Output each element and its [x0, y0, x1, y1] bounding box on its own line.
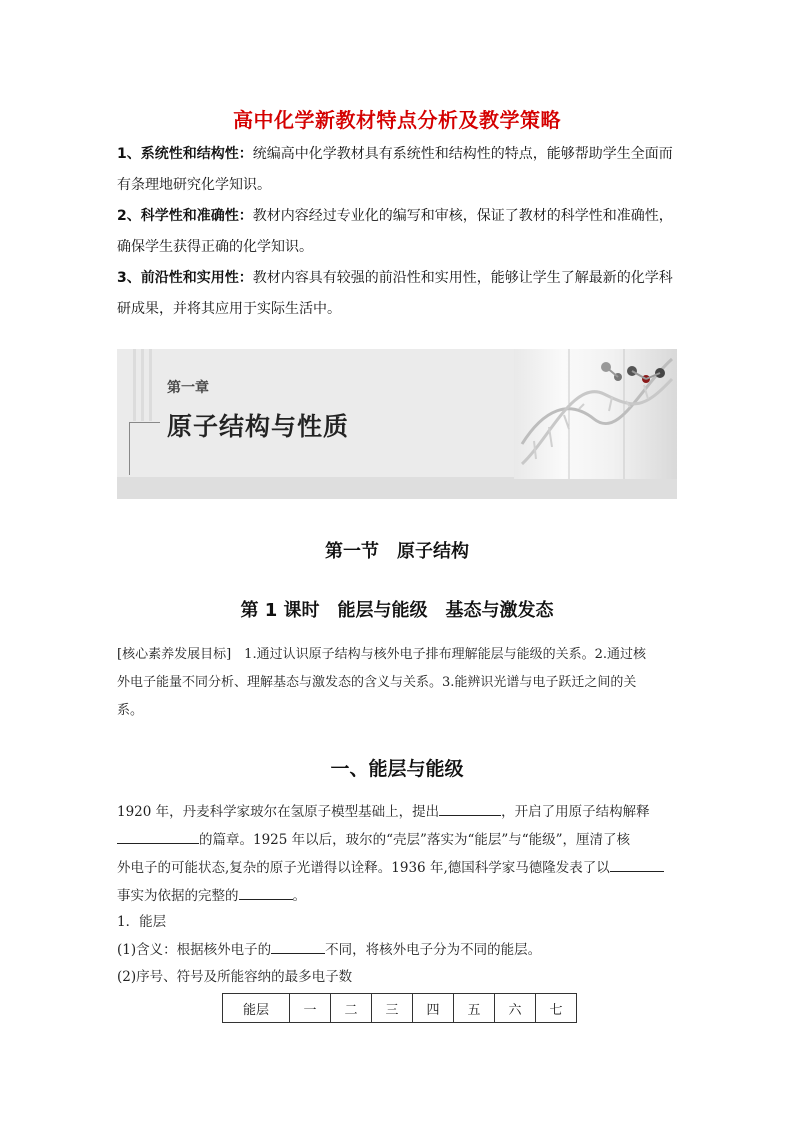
- definition-text: 不同，将核外电子分为不同的能层。: [325, 942, 542, 958]
- feature-term: 科学性和准确性：: [140, 208, 253, 224]
- table-cell: 六: [495, 994, 536, 1023]
- table-row: [223, 994, 577, 1023]
- feature-term: 系统性和结构性：: [140, 146, 253, 162]
- energy-level-sequence: (2)序号、符号及所能容纳的最多电子数: [117, 969, 353, 985]
- energy-level-table: [222, 993, 577, 1023]
- goals-tag: [核心素养发展目标]: [117, 647, 232, 662]
- feature-number: 2、: [117, 208, 141, 224]
- fill-blank[interactable]: [610, 857, 664, 872]
- table-header-cell: 能层: [223, 994, 290, 1023]
- banner-stripe: [141, 349, 144, 421]
- fill-blank[interactable]: [239, 885, 293, 900]
- goals-text: 1.通过认识原子结构与核外电子排布理解能层与能级的关系。2.通过核: [244, 647, 646, 662]
- core-goals: [117, 641, 682, 725]
- banner-stripe: [149, 349, 152, 421]
- table-cell: 一: [290, 994, 331, 1023]
- feature-item-2: [117, 201, 682, 263]
- chapter-banner: [117, 349, 677, 499]
- feature-text-cont: 确保学生获得正确的化学知识。: [117, 239, 313, 255]
- feature-number: 1、: [117, 146, 141, 162]
- definition-text: (1)含义：根据核外电子的: [117, 942, 272, 958]
- history-text: 1920 年，丹麦科学家玻尔在氢原子模型基础上，提出: [117, 804, 440, 820]
- fill-blank[interactable]: [271, 939, 325, 954]
- table-cell: 五: [454, 994, 495, 1023]
- feature-text-cont: 研成果，并将其应用于实际生活中。: [117, 301, 341, 317]
- chapter-label: 第一章: [167, 380, 209, 396]
- fill-blank[interactable]: [439, 801, 501, 816]
- table-cell: 二: [331, 994, 372, 1023]
- fill-blank[interactable]: [117, 829, 199, 844]
- dna-helix-image: [514, 349, 677, 479]
- history-paragraph: [117, 798, 682, 910]
- banner-band: [117, 477, 677, 499]
- banner-stripe: [133, 349, 136, 421]
- history-text: 。: [292, 888, 306, 904]
- feature-item-1: [117, 139, 682, 201]
- section-title: 第一节 原子结构: [325, 541, 469, 562]
- table-cell: 七: [536, 994, 577, 1023]
- energy-level-definition: [117, 936, 682, 964]
- history-text: 的篇章。1925 年以后，玻尔的“壳层”落实为“能层”与“能级”，厘清了核: [199, 832, 631, 848]
- goals-text-end: 系。: [117, 703, 144, 718]
- history-text: 事实为依据的完整的: [117, 888, 239, 904]
- banner-bracket: [129, 422, 160, 475]
- feature-text: 统编高中化学教材具有系统性和结构性的特点，能够帮助学生全面而: [252, 146, 673, 162]
- feature-item-3: [117, 263, 682, 325]
- feature-text: 教材内容具有较强的前沿性和实用性，能够让学生了解最新的化学科: [252, 270, 673, 286]
- feature-term: 前沿性和实用性：: [140, 270, 253, 286]
- energy-level-heading: 1．能层: [117, 914, 167, 930]
- lesson-title: 第 1 课时 能层与能级 基态与激发态: [240, 600, 554, 621]
- part-title: 一、能层与能级: [330, 758, 464, 780]
- feature-number: 3、: [117, 270, 141, 286]
- table-cell: 四: [413, 994, 454, 1023]
- history-text: ，开启了用原子结构解释: [501, 804, 650, 820]
- feature-text: 教材内容经过专业化的编写和审核，保证了教材的科学性和准确性，: [252, 208, 673, 224]
- document-title: 高中化学新教材特点分析及教学策略: [233, 108, 561, 132]
- feature-text-cont: 有条理地研究化学知识。: [117, 177, 271, 193]
- table-cell: 三: [372, 994, 413, 1023]
- history-text: 外电子的可能状态,复杂的原子光谱得以诠释。1936 年,德国科学家马德隆发表了以: [117, 860, 610, 876]
- chapter-title: 原子结构与性质: [167, 412, 350, 441]
- goals-text-cont: 外电子能量不同分析、理解基态与激发态的含义与关系。3.能辨识光谱与电子跃迁之间的关: [117, 675, 637, 690]
